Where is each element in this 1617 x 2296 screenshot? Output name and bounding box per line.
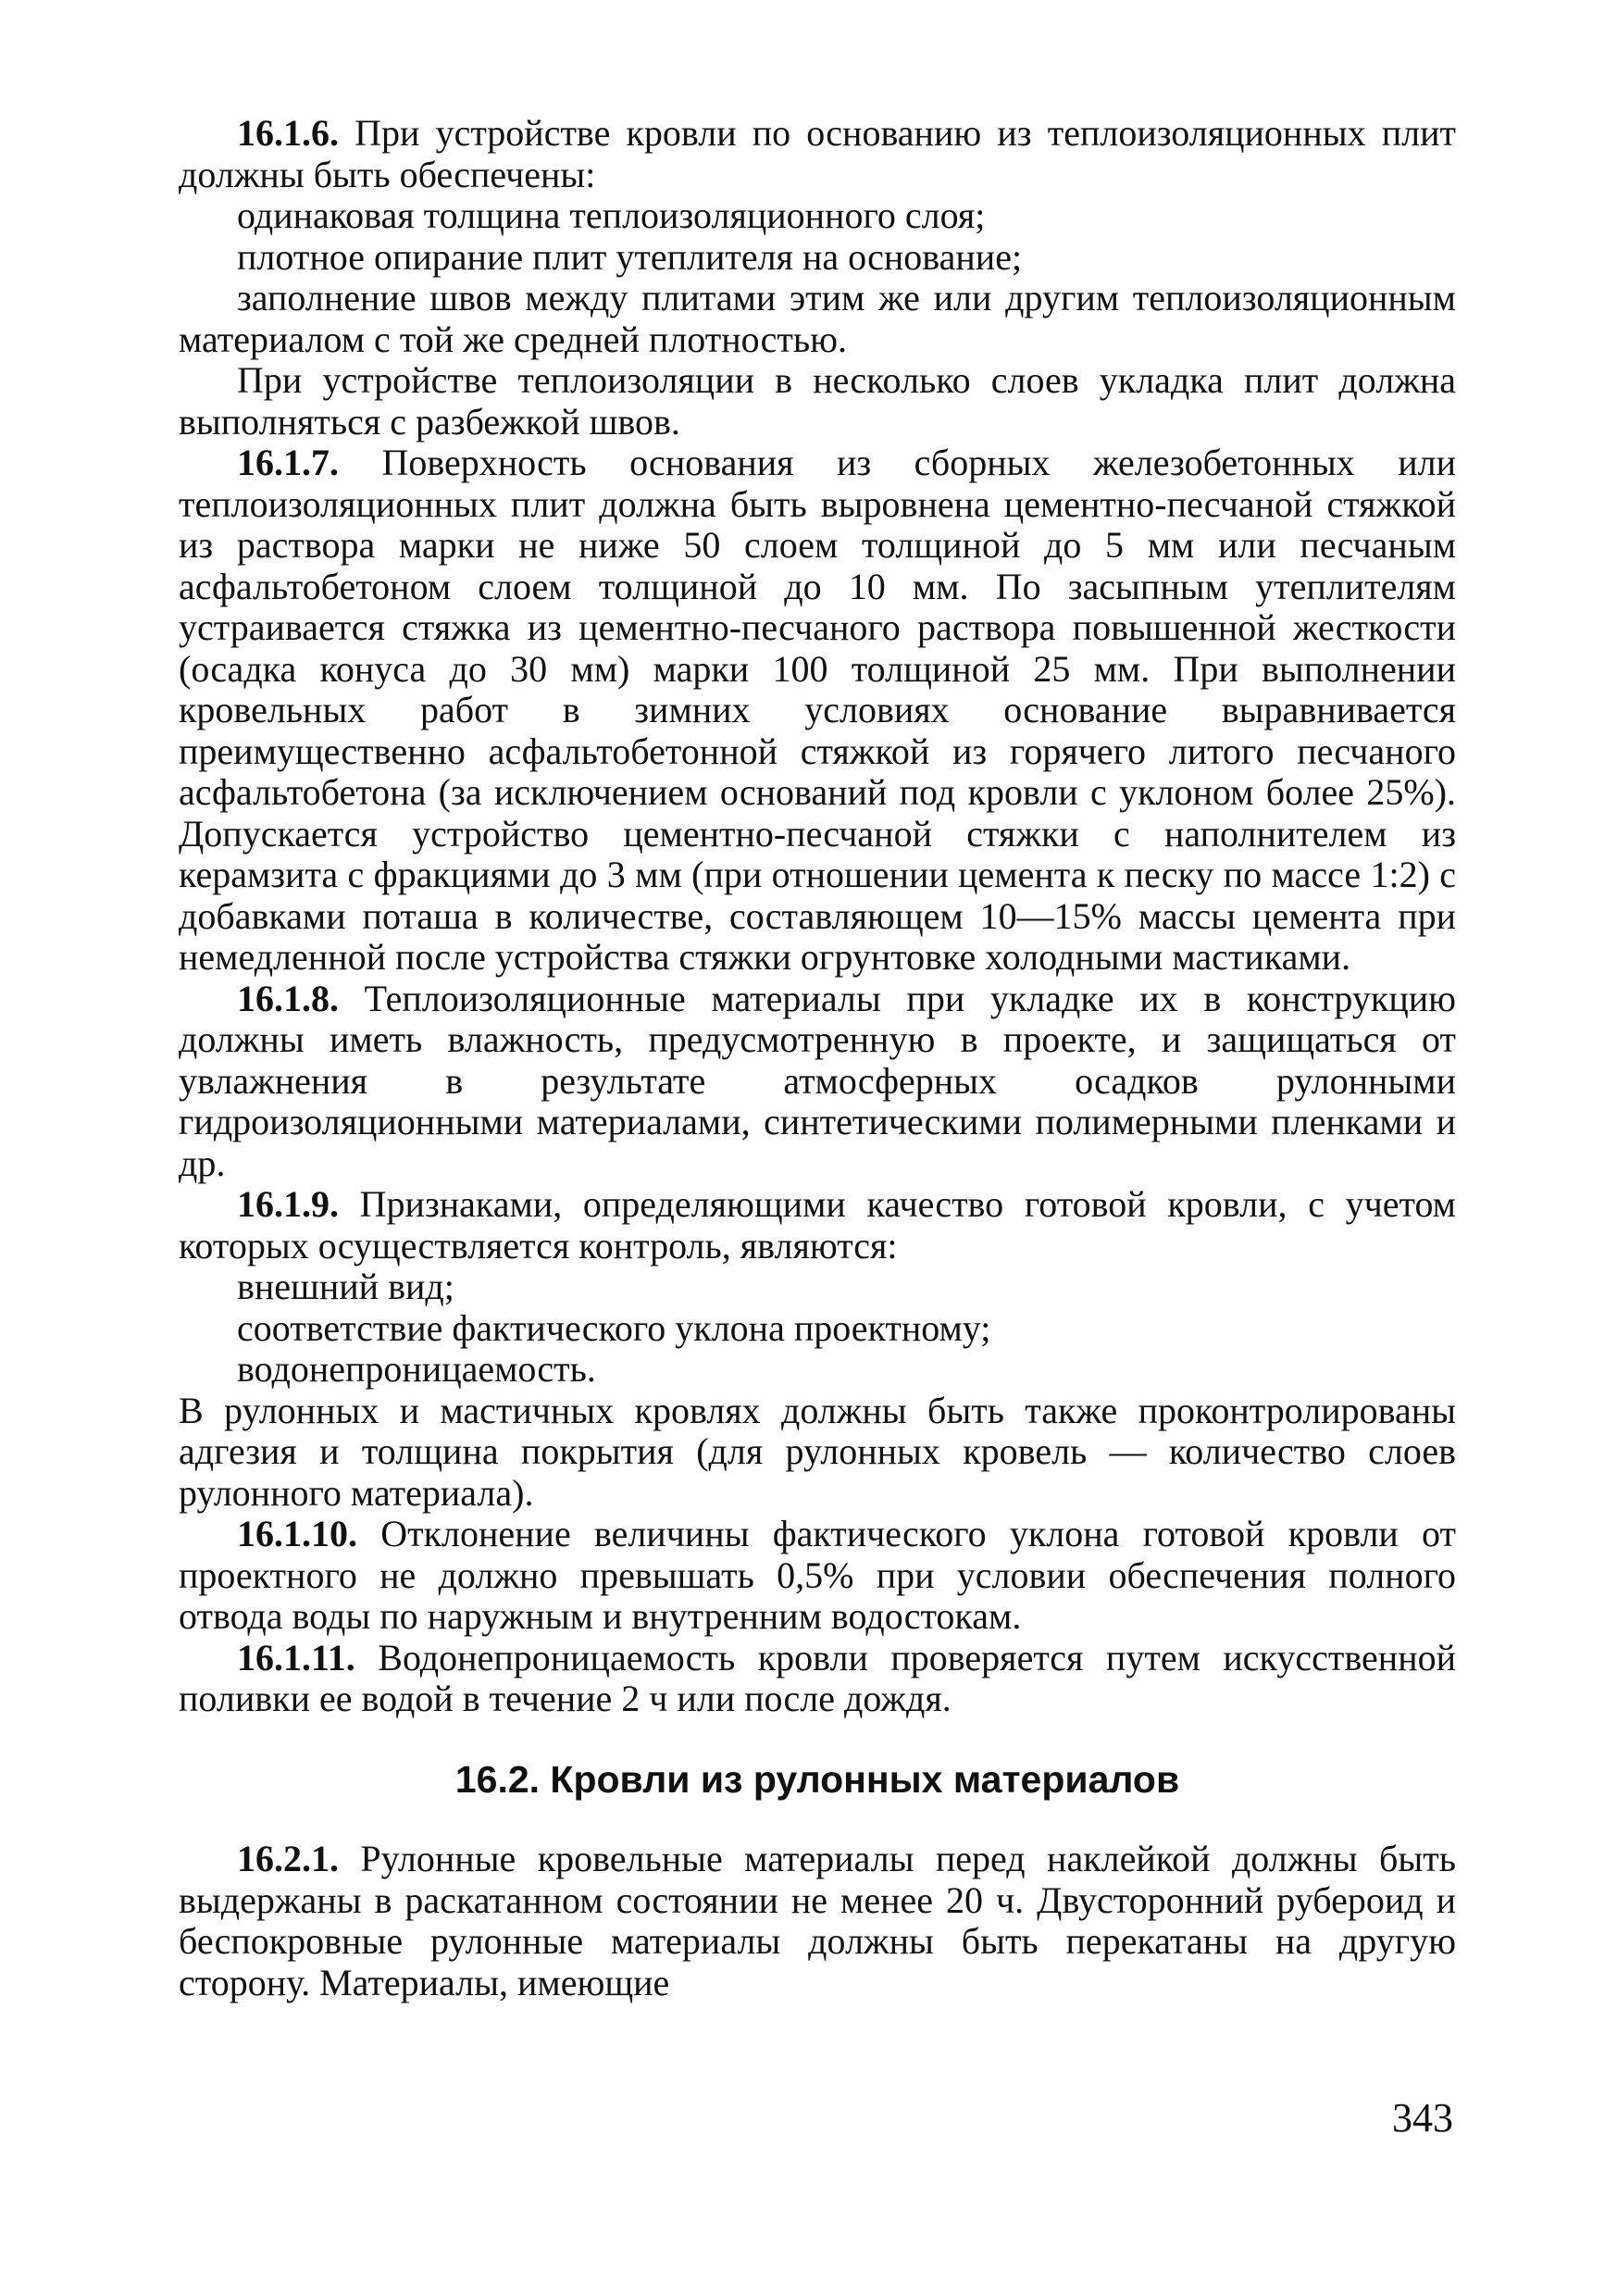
clause-paragraph <box>179 1514 1456 1638</box>
clause-number: 16.1.8. <box>237 977 339 1019</box>
clause-text: Водонепроницаемость кровли проверяется путем искусственной поливки ее водой в течение 2 ч или после дождя. <box>179 1636 1457 1719</box>
page-number: 343 <box>1392 2095 1453 2140</box>
clause-paragraph <box>179 979 1456 1185</box>
clause-number: 16.1.6. <box>237 112 339 154</box>
clause-paragraph <box>179 1839 1456 2003</box>
section-heading: 16.2. Кровли из рулонных материалов <box>454 1757 1180 1801</box>
clause-text: Рулонные кровельные материалы перед наклейкой должны быть выдержаны в раскатанном состоянии не менее 20 ч. Двусторонний рубероид и беспокровные рулонные материалы должны быть перекатаны на другую сторону. Материалы, имеющие <box>179 1838 1456 2003</box>
clause-text: Отклонение величины фактического уклона готовой кровли от проектного не должно превышать 0,5% при условии обеспечения полного отвода воды по наружным и внутренним водостокам. <box>179 1513 1456 1637</box>
clause-text: Поверхность основания из сборных железобетонных или теплоизоляционных плит должна быть выровнена цементно-песчаной стяжкой из раствора марки не ниже 50 слоем толщиной до 5 мм или песчаным асфальтобетоном слоем толщиной до 10 мм. По засыпным утеплителям устраивается стяжка из цементно-песчаного раствора повышенной жесткости (осадка конуса до 30 мм) марки 100 толщиной 25 мм. При выполнении кровельных работ в зимних условиях основание выравнивается преимущественно асфальтобетонной стяжкой из горячего литого песчаного асфальтобетона (за исключением оснований под кровли с уклоном более 25%). Допускается устройство цементно-песчаной стяжки с наполнителем из керамзита с фракциями до 3 мм (при отношении цемента к песку по массе 1:2) с добавками поташа в количестве, составляющем 10—15% массы цемента при немедленной после устройства стяжки огрунтовке холодными мастиками. <box>179 442 1457 978</box>
body-paragraph: При устройстве теплоизоляции в несколько слоев укладка плит должна выполняться с разбежкой швов. <box>179 359 1456 443</box>
body-paragraph: внешний вид; <box>237 1266 454 1307</box>
clause-text: Признаками, определяющими качество готовой кровли, с учетом которых осуществляется контроль, являются: <box>179 1183 1456 1267</box>
body-paragraph: заполнение швов между плитами этим же или другим теплоизоляционным материалом с той же средней плотностью. <box>179 277 1456 360</box>
clause-number: 16.1.7. <box>237 442 339 483</box>
body-paragraph: плотное опирание плит утеплителя на основание; <box>237 235 1023 278</box>
clause-paragraph <box>179 1184 1456 1267</box>
clause-number: 16.1.11. <box>237 1636 355 1678</box>
clause-number: 16.1.10. <box>237 1513 357 1554</box>
body-paragraph: В рулонных и мастичных кровлях должны быть также проконтролированы адгезия и толщина покрытия (для рулонных кровель — количество слоев рулонного материала). <box>179 1389 1456 1514</box>
body-paragraph: водонепроницаемость. <box>237 1348 596 1390</box>
clause-number: 16.1.9. <box>237 1183 339 1225</box>
clause-paragraph <box>179 443 1456 979</box>
clause-number: 16.2.1. <box>237 1838 339 1879</box>
clause-paragraph <box>179 1638 1456 1720</box>
clause-text: Теплоизоляционные материалы при укладке их в конструкцию должны иметь влажность, предусмотренную в проекте, и защищаться от увлажнения в результате атмосферных осадков рулонными гидроизоляционными материалами, синтетическими полимерными пленками и др. <box>179 977 1457 1184</box>
page-body <box>179 113 1456 2003</box>
body-paragraph: одинаковая толщина теплоизоляционного слоя; <box>237 194 986 236</box>
clause-paragraph <box>179 113 1456 195</box>
body-paragraph: соответствие фактического уклона проектному; <box>237 1306 991 1349</box>
clause-text: При устройстве кровли по основанию из теплоизоляционных плит должны быть обеспечены: <box>179 112 1457 195</box>
